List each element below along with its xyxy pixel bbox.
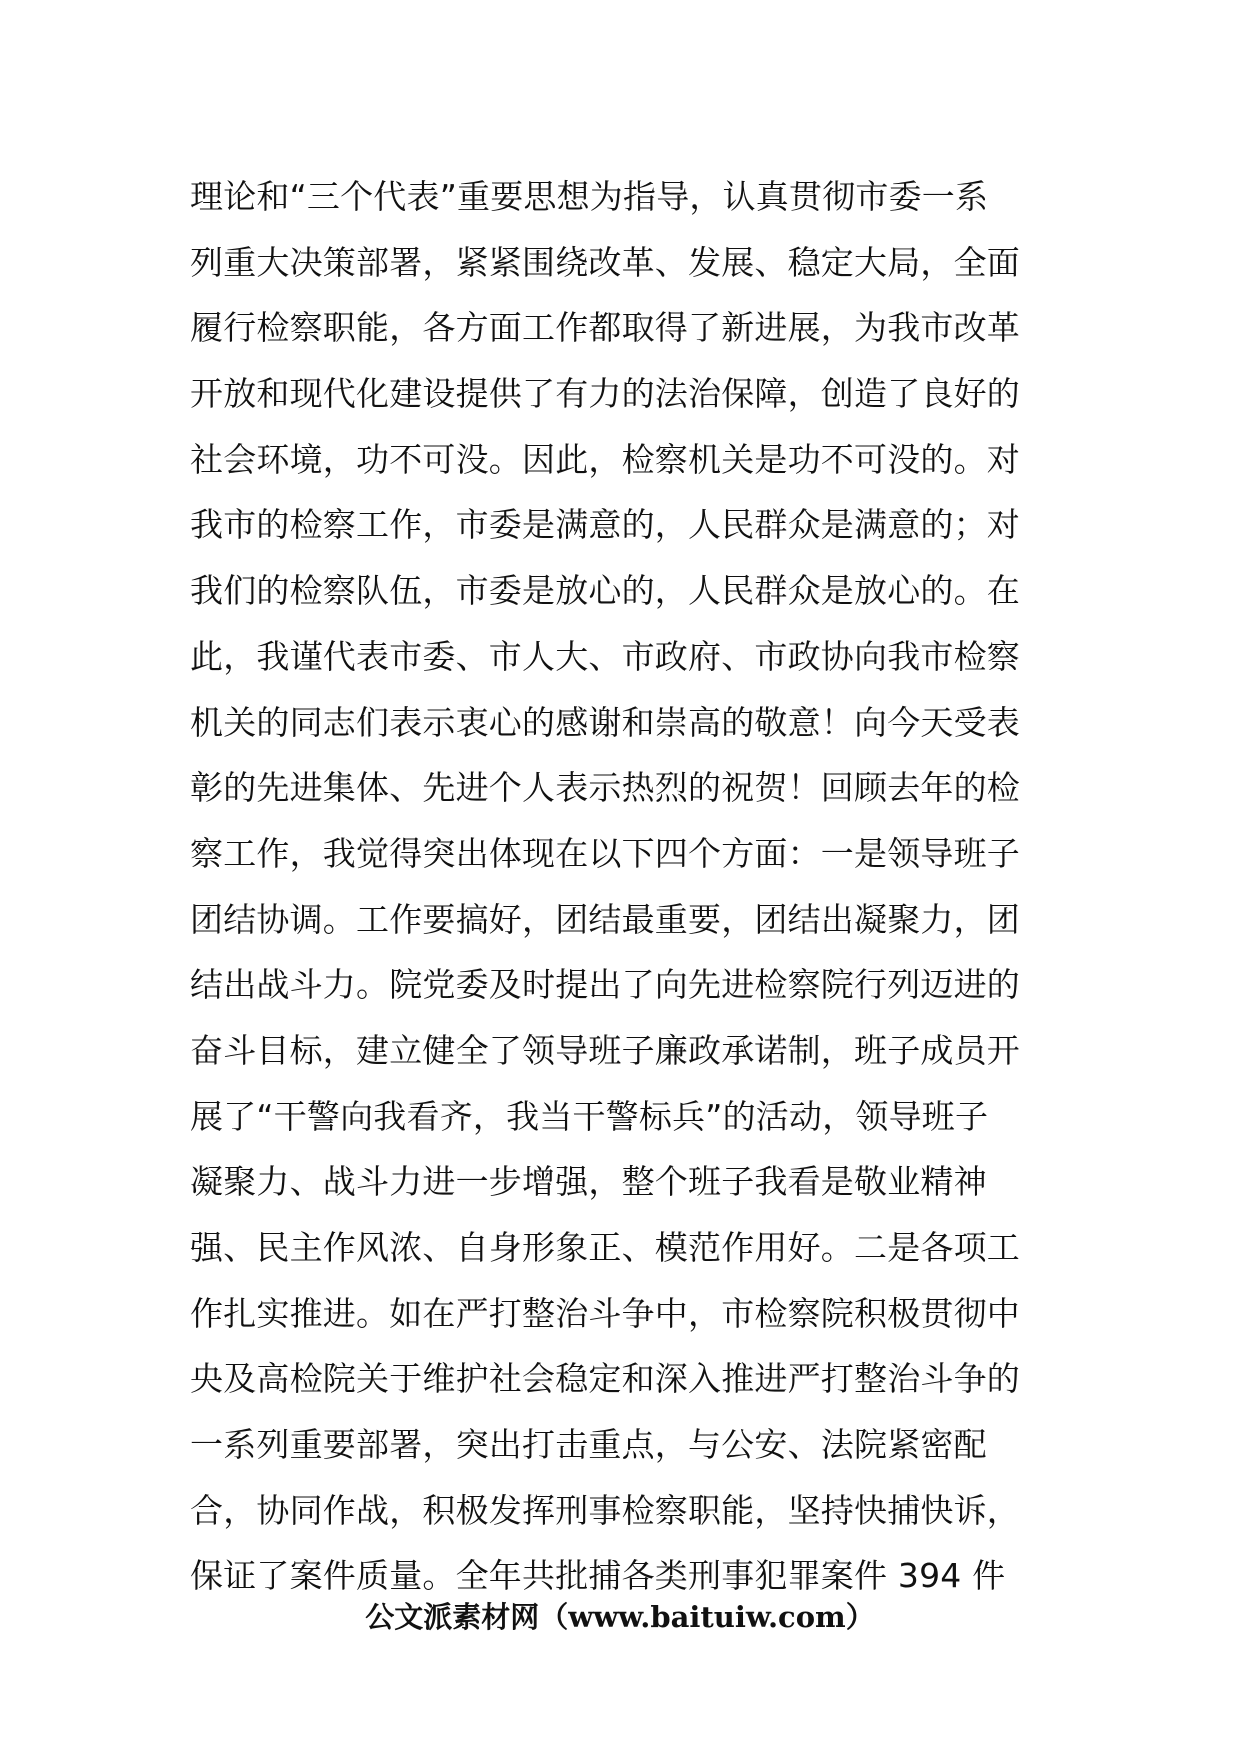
text-line: 强、民主作风浓、自身形象正、模范作用好。二是各项工	[190, 1228, 1020, 1267]
text-line: 彰的先进集体、先进个人表示热烈的祝贺！回顾去年的检	[190, 768, 1020, 808]
text-line: 结出战斗力。院党委及时提出了向先进检察院行列迈进的	[190, 965, 1020, 1005]
text-line: 列重大决策部署，紧紧围绕改革、发展、稳定大局，全面	[190, 242, 1020, 282]
footer-source: 公文派素材网（www.baituiw.com）	[365, 1600, 875, 1634]
text-line: 合，协同作战，积极发挥刑事检察职能，坚持快捕快诉，	[190, 1490, 1020, 1530]
text-line: 社会环境，功不可没。因此，检察机关是功不可没的。对	[190, 439, 1020, 479]
text-line: 作扎实推进。如在严打整治斗争中，市检察院积极贯彻中	[190, 1293, 1020, 1333]
text-line: 一系列重要部署，突出打击重点，与公安、法院紧密配	[190, 1425, 987, 1465]
text-line: 开放和现代化建设提供了有力的法治保障，创造了良好的	[190, 374, 1020, 414]
text-line: 保证了案件质量。全年共批捕各类刑事犯罪案件 394 件	[190, 1556, 1006, 1596]
text-line: 此，我谨代表市委、市人大、市政府、市政协向我市检察	[190, 636, 1020, 676]
text-line: 察工作，我觉得突出体现在以下四个方面：一是领导班子	[190, 833, 1020, 873]
text-line: 我市的检察工作，市委是满意的，人民群众是满意的；对	[190, 505, 1020, 545]
text-line: 奋斗目标，建立健全了领导班子廉政承诺制，班子成员开	[190, 1030, 1020, 1070]
text-line: 展了“干警向我看齐，我当干警标兵”的活动，领导班子	[190, 1096, 989, 1136]
text-line: 理论和“三个代表”重要思想为指导，认真贯彻市委一系	[190, 177, 989, 216]
text-line: 凝聚力、战斗力进一步增强，整个班子我看是敬业精神	[190, 1162, 987, 1202]
text-line: 履行检察职能，各方面工作都取得了新进展，为我市改革	[190, 308, 1020, 348]
document-body	[190, 164, 1070, 1609]
text-line: 我们的检察队伍，市委是放心的，人民群众是放心的。在	[190, 571, 1020, 611]
text-line: 团结协调。工作要搞好，团结最重要，团结出凝聚力，团	[190, 899, 1020, 939]
text-line: 机关的同志们表示衷心的感谢和崇高的敬意！向今天受表	[190, 702, 1020, 742]
text-line: 央及高检院关于维护社会稳定和深入推进严打整治斗争的	[190, 1359, 1020, 1399]
